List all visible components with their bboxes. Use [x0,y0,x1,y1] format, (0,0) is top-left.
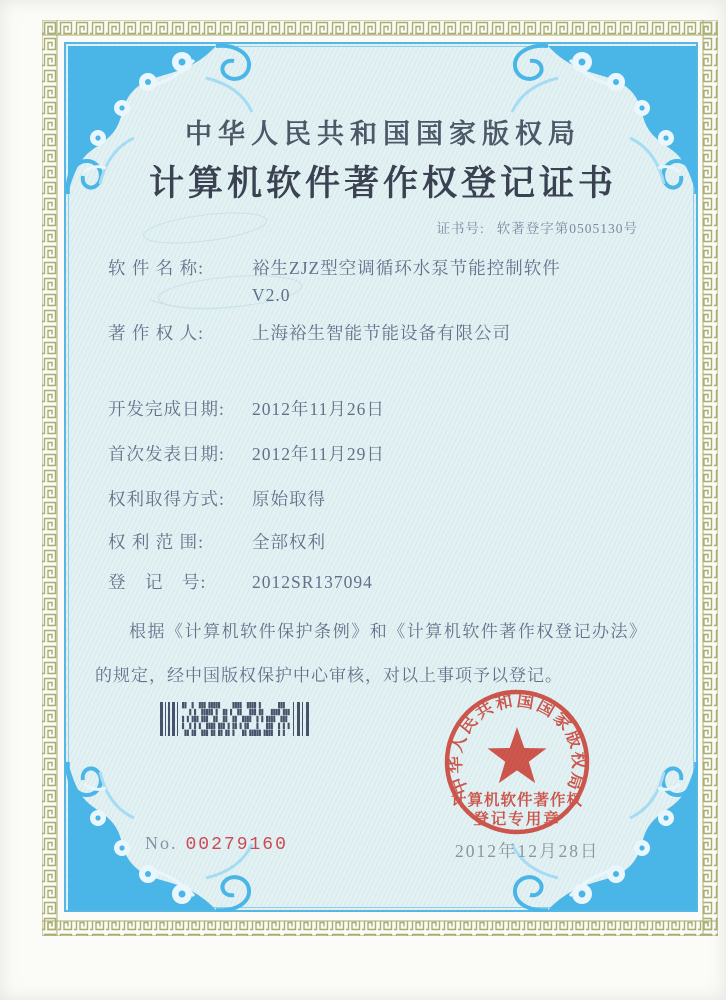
issue-date: 2012年12月28日 [455,841,600,861]
field-dev-complete-date [108,396,385,423]
seal-ring-text: 中华人民共和国国家版权局 [445,690,589,798]
field-value: 上海裕生智能节能设备有限公司 [252,323,511,343]
barcode [160,700,312,740]
certificate-number-line [436,217,638,237]
certificate-number-value: 软著登字第0505130号 [496,221,638,236]
field-label: 首次发表日期: [108,444,225,464]
registration-statement: 根据《计算机软件保护条例》和《计算机软件著作权登记办法》的规定，经中国版权保护中心审核，对以上事项予以登记。 [95,622,647,685]
issuing-authority-title: 中华人民共和国国家版权局 [185,119,581,149]
field-first-publish-date [108,441,385,468]
field-label: 软 件 名 称: [108,258,204,278]
certificate-number-label: 证书号: [436,221,485,236]
corner-flourish-bottom-left-icon [66,752,256,912]
field-software-name [108,255,561,309]
field-value: 2012年11月26日 [252,399,385,419]
field-label: 登 记 号: [108,572,207,592]
field-value: 裕生ZJZ型空调循环水泵节能控制软件 V2.0 [252,258,561,305]
field-registration-number [108,569,373,596]
certificate-title: 计算机软件著作权登记证书 [148,164,617,203]
serial-label: No. [145,833,178,853]
seal-line1: 计算机软件著作权 [450,792,584,809]
field-label: 著 作 权 人: [108,323,204,343]
serial-number-line [145,833,288,855]
field-rights-scope [108,529,326,556]
field-label: 权利取得方式: [108,489,225,509]
seal-line2: 登记专用章 [473,811,561,828]
field-value: 全部权利 [252,532,326,552]
field-copyright-owner [108,320,511,347]
field-value: 原始取得 [252,489,326,509]
red-star-icon [488,727,547,783]
field-label: 权 利 范 围: [108,532,204,552]
field-value: 2012SR137094 [252,572,373,592]
field-value: 2012年11月29日 [252,444,385,464]
serial-number: 00279160 [185,835,288,855]
field-label: 开发完成日期: [108,399,225,419]
field-acquisition-method [108,486,326,513]
